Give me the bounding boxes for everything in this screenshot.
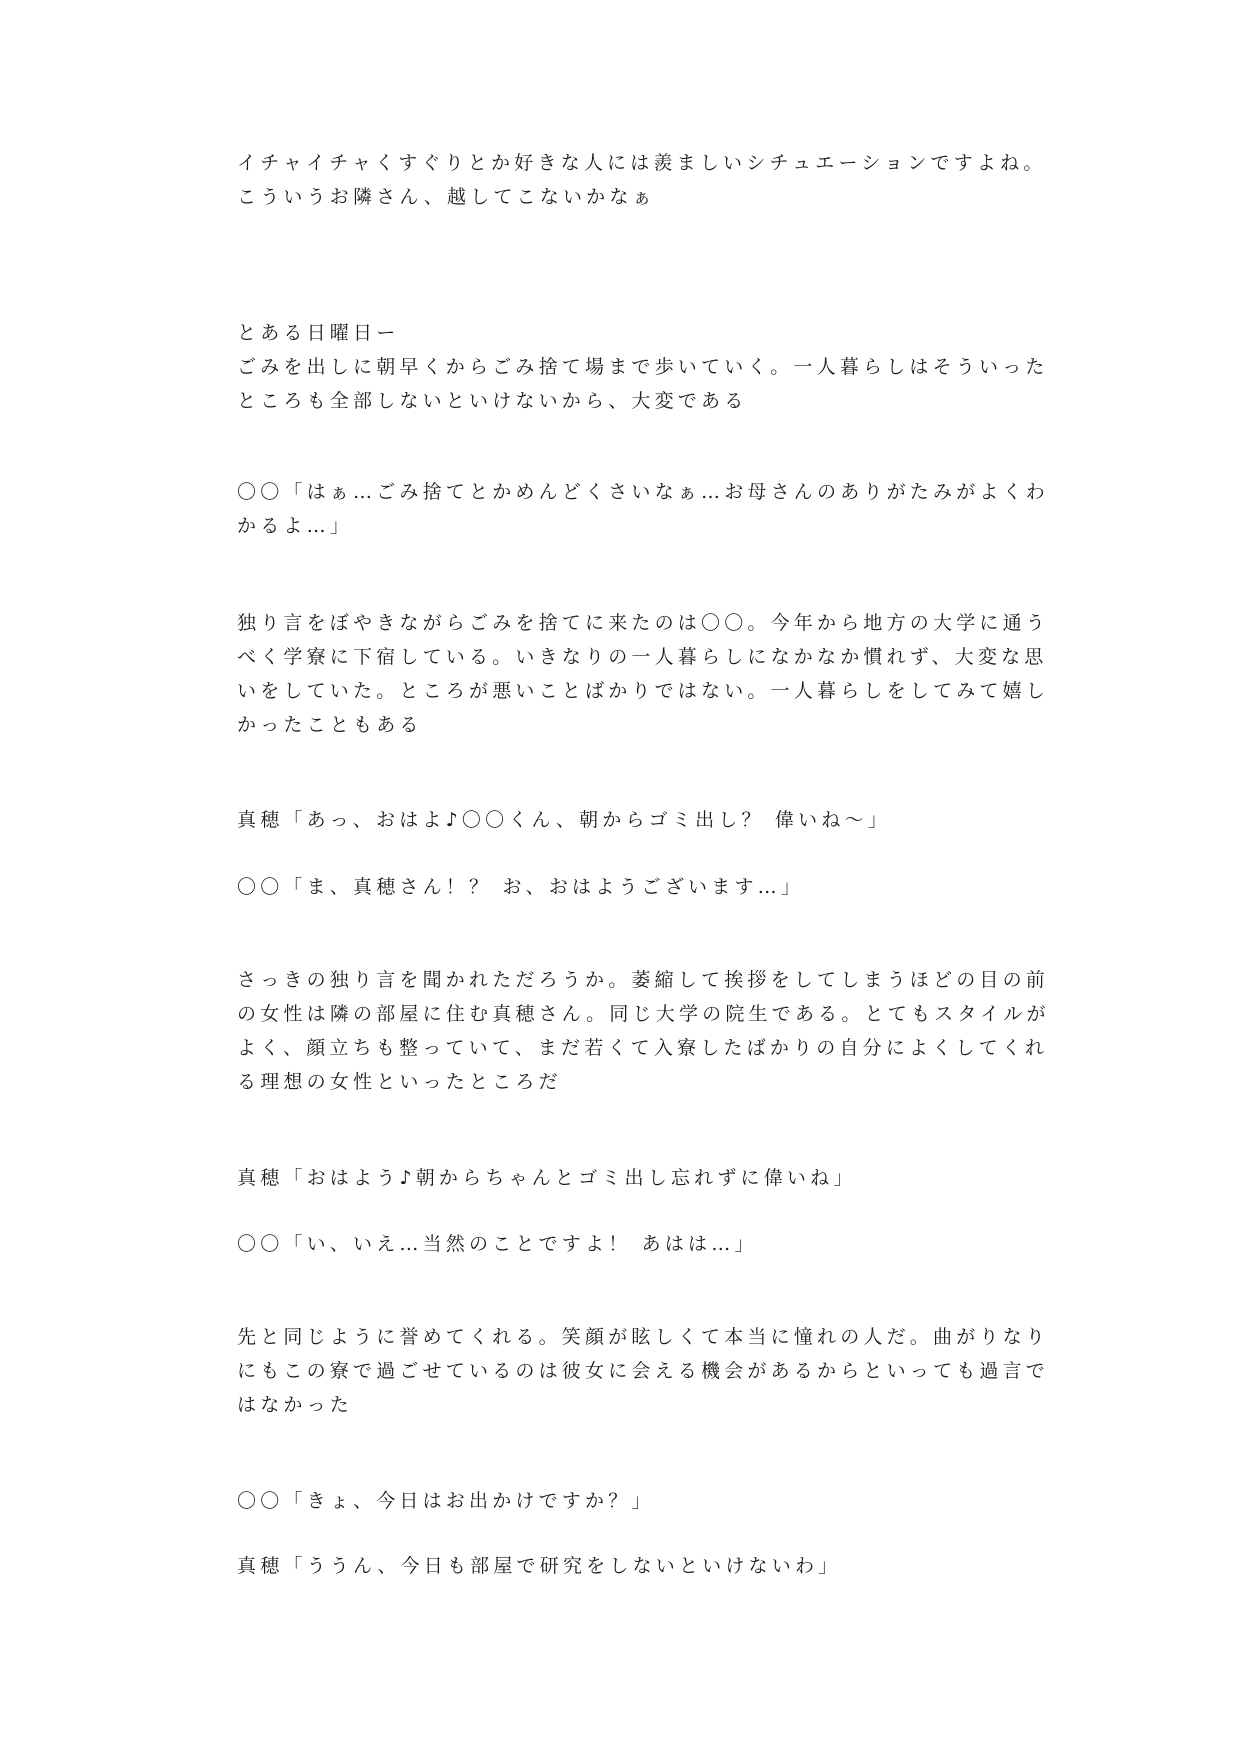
dialogue-paragraph [237, 1161, 1017, 1195]
text-line: にもこの寮で過ごせているのは彼女に会える機会があるからといっても過言で [237, 1360, 1050, 1382]
text-line: よく、顔立ちも整っていて、まだ若くて入寮したばかりの自分によくしてくれ [237, 1037, 1049, 1059]
text-line: の女性は隣の部屋に住む真穂さん。同じ大学の院生である。とてもスタイルが [237, 1003, 1050, 1025]
text-line: 真穂「ううん、今日も部屋で研究をしないといけないわ」 [237, 1555, 842, 1577]
text-line: 〇〇「い、いえ…当然のことですよ！ あはは…」 [237, 1233, 758, 1255]
text-line: ごみを出しに朝早くからごみ捨て場まで歩いていく。一人暮らしはそういった [237, 356, 1049, 378]
dialogue-paragraph [237, 1227, 1017, 1261]
text-line: はなかった [237, 1394, 354, 1416]
dialogue-paragraph [237, 1484, 1017, 1518]
text-line: とある日曜日ー [237, 322, 400, 344]
dialogue-paragraph [237, 803, 1017, 837]
narration-paragraph [237, 1320, 1050, 1422]
text-line: さっきの独り言を聞かれただろうか。萎縮して挨拶をしてしまうほどの目の前 [237, 969, 1050, 991]
dialogue-paragraph [237, 870, 1017, 904]
dialogue-paragraph [237, 1549, 1017, 1583]
text-line: 独り言をぼやきながらごみを捨てに来たのは〇〇。今年から地方の大学に通う [237, 612, 1050, 634]
text-line: 〇〇「はぁ…ごみ捨てとかめんどくさいなぁ…お母さんのありがたみがよくわ [237, 481, 1050, 503]
text-line: べく学寮に下宿している。いきなりの一人暮らしになかなか慣れず、大変な思 [237, 646, 1048, 668]
narration-paragraph [237, 963, 1050, 1099]
text-line: る理想の女性といったところだ [237, 1071, 562, 1093]
text-line: かったこともある [237, 714, 423, 736]
dialogue-paragraph [237, 475, 1050, 543]
narration-paragraph [237, 606, 1050, 742]
text-line: 真穂「あっ、おはよ♪〇〇くん、朝からゴミ出し？ 偉いね～」 [237, 809, 891, 831]
text-line: イチャイチャくすぐりとか好きな人には羨ましいシチュエーションですよね。 [237, 152, 1047, 174]
text-line: こういうお隣さん、越してこないかなぁ [237, 186, 656, 208]
text-line: 真穂「おはよう♪朝からちゃんとゴミ出し忘れずに偉いね」 [237, 1167, 857, 1189]
intro-paragraph [237, 146, 1047, 214]
narration-paragraph [237, 316, 1049, 418]
text-line: 〇〇「ま、真穂さん！？ お、おはようございます…」 [237, 876, 805, 898]
text-line: 先と同じように誉めてくれる。笑顔が眩しくて本当に憧れの人だ。曲がりなり [237, 1326, 1050, 1348]
text-line: いをしていた。ところが悪いことばかりではない。一人暮らしをしてみて嬉し [237, 680, 1050, 702]
text-line: ところも全部しないといけないから、大変である [237, 390, 748, 412]
text-line: かるよ…」 [237, 515, 354, 537]
text-line: 〇〇「きょ、今日はお出かけですか？」 [237, 1490, 655, 1512]
